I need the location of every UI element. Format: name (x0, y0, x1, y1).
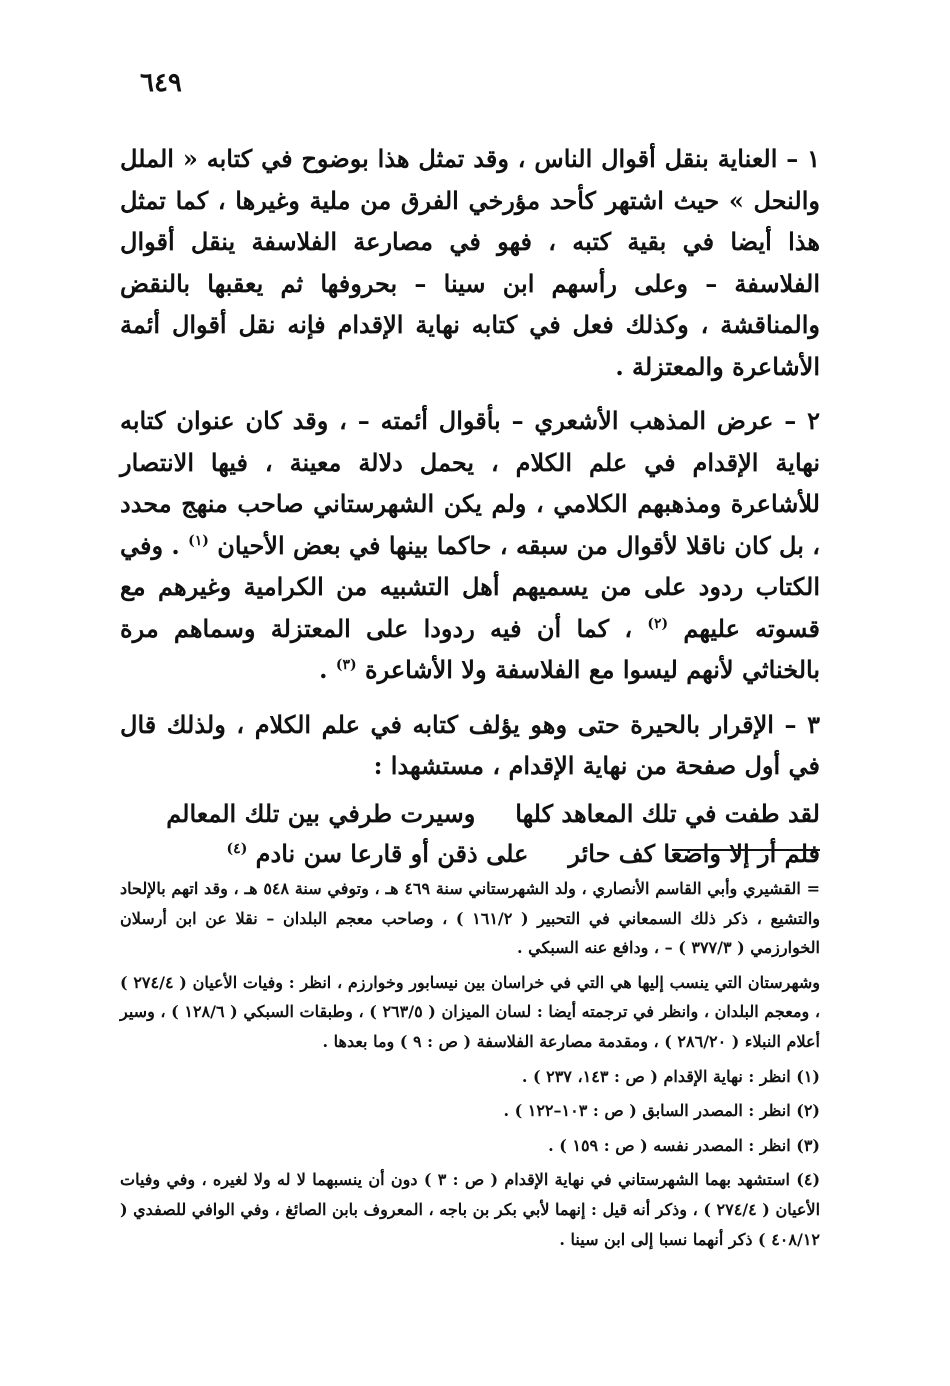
poem-line-1-first-half: لقد طفت في تلك المعاهد كلها (515, 798, 820, 828)
paragraph-2-part-c: ، كما أن فيه ردودا على المعتزلة وسماهم مرة بالخناثي لأنهم ليسوا مع الفلاسفة ولا الأشاعرة (120, 613, 820, 684)
paragraph-2-part-b: . وفي الكتاب ردود على من يسميهم أهل التشبيه من الكرامية وغيرهم مع قسوته عليهم (120, 530, 821, 643)
poem-line-2-first-half: فلم أر إلا واضعا كف حائر (568, 838, 820, 868)
footnote-3: (٣) انظر : المصدر نفسه ( ص : ١٥٩ ) . (548, 1135, 820, 1155)
poem (120, 794, 820, 874)
poem-line-2 (120, 834, 820, 874)
footnote-ref-2: (٢) (647, 615, 669, 632)
footnote-divider (672, 849, 820, 851)
poem-line-2-second-half (227, 834, 529, 874)
paragraph-2 (120, 400, 820, 691)
poem-line-2-second-half-text: على ذقن أو قارعا سن نادم (255, 838, 529, 868)
footnote-ref-4: (٤) (226, 840, 248, 857)
footnote-ref-1: (١) (188, 532, 209, 549)
footnote-continuation-2: وشهرستان التي ينسب إليها هي التي في خراسان بين نيسابور وخوارزم ، انظر : وفيات الأعيان ( ٢٧٤/٤ ) ، ومعجم البلدان ، وانظر في ترجمته أيضا : لسان الميزان ( ٢٦٣/٥ ) ، وطبقات السبكي ( ١٢٨/٦ ) ، وسير أعلام النبلاء ( ٢٨٦/٢٠ ) ، ومقدمة مصارعة الفلاسفة ( ص : ٩ ) وما بعدها . (120, 972, 821, 1051)
footnote-continuation: = القشيري وأبي القاسم الأنصاري ، ولد الشهرستاني سنة ٤٦٩ هـ ، وتوفي سنة ٥٤٨ هـ ، وقد اتهم بالإلحاد والتشيع ، ذكر ذلك السمعاني في التحبير ( ١٦١/٢ ) ، وصاحب معجم البلدان – نقلا عن ابن أرسلان الخوارزمي ( ٣٧٧/٣ ) – ، ودافع عنه السبكي . (120, 879, 821, 958)
footnote-ref-3: (٣) (335, 657, 357, 673)
paragraph-2-part-d: . (319, 655, 336, 684)
paragraph-1: ١ – العناية بنقل أقوال الناس ، وقد تمثل هذا بوضوح في كتابه « الملل والنحل » حيث اشتهر كأحد مؤرخي الفرق من ملية وغيرها ، كما تمثل هذا أيضا في بقية كتبه ، فهو في مصارعة الفلاسفة ينقل أقوال الفلاسفة – وعلى رأسهم ابن سينا – بحروفها ثم يعقبها بالنقض والمناقشة ، وكذلك فعل في كتابه نهاية الإقدام فإنه نقل أقوال أئمة الأشاعرة والمعتزلة . (120, 144, 821, 381)
footnote-2: (٢) انظر : المصدر السابق ( ص : ١٠٣–١٢٢ ) . (503, 1101, 820, 1121)
main-text (120, 138, 820, 874)
poem-line-1 (120, 794, 820, 834)
page-number: ٦٤٩ (140, 68, 182, 98)
footnote-1: (١) انظر : نهاية الإقدام ( ص : ١٤٣، ٢٣٧ ) . (521, 1066, 820, 1086)
footnotes (120, 874, 820, 1259)
footnote-4: (٤) استشهد بهما الشهرستاني في نهاية الإقدام ( ص : ٣ ) دون أن ينسبهما لا له ولا لغيره ، وفي وفيات الأعيان ( ٢٧٤/٤ ) ، وذكر أنه قيل : إنهما لأبي بكر بن باجه ، المعروف بابن الصائغ ، وفي الوافي للصفدي ( ٤٠٨/١٢ ) ذكر أنهما نسبا إلى ابن سينا . (120, 1170, 821, 1249)
poem-line-1-second-half: وسيرت طرفي بين تلك المعالم (166, 798, 476, 828)
paragraph-2-part-a: ٢ – عرض المذهب الأشعري – بأقوال أئمته – ، وقد كان عنوان كتابه نهاية الإقدام في علم الكلام ، يحمل دلالة معينة ، فيها الانتصار للأشاعرة ومذهبهم الكلامي ، ولم يكن الشهرستاني صاحب منهج محدد ، بل كان ناقلا لأقوال من سبقه ، حاكما بينها في بعض الأحيان (120, 406, 820, 560)
paragraph-3: ٣ – الإقرار بالحيرة حتى وهو يؤلف كتابه في علم الكلام ، ولذلك قال في أول صفحة من نهاية الإقدام ، مستشهدا : (120, 709, 820, 780)
